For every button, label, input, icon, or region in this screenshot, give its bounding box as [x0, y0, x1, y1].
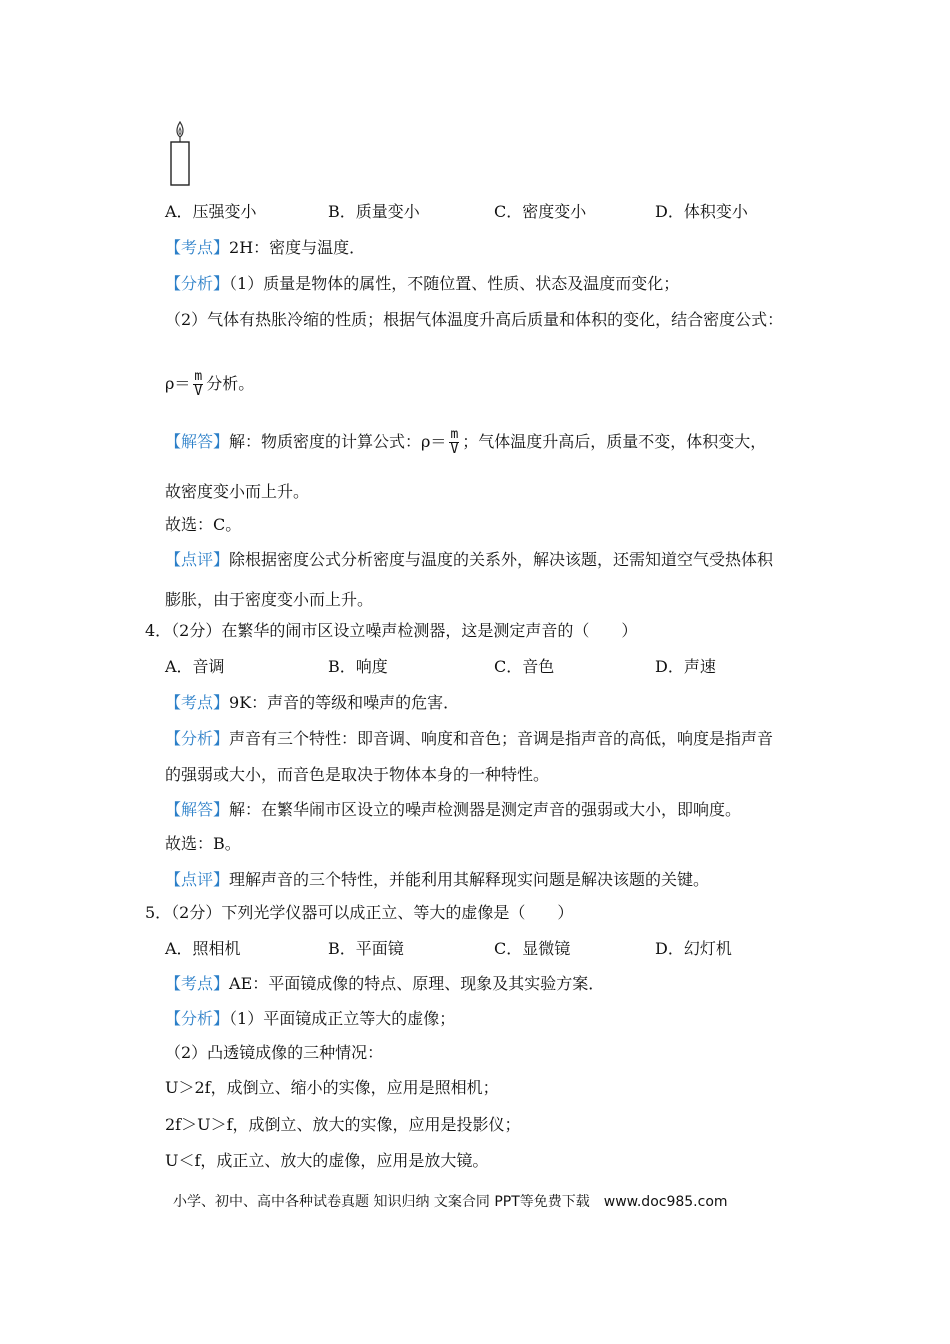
q4-kaodian — [165, 693, 459, 713]
q4-fenxi-text-1: 声音有三个特性：即音调、响度和音色；音调是指声音的高低，响度是指声音 — [229, 729, 774, 748]
q4-dianping-text: 理解声音的三个特性，并能利用其解释现实问题是解决该题的关键。 — [229, 870, 710, 889]
q4-answer: 故选：B。 — [165, 834, 241, 853]
q5-option-d: D．幻灯机 — [655, 939, 732, 958]
q4-jieda — [165, 800, 741, 820]
q4-kaodian-text: 9K：声音的等级和噪声的危害． — [229, 693, 460, 712]
kaodian-tag: 【考点】 — [165, 693, 230, 712]
q5-line-1: U＞2f，成倒立、缩小的实像，应用是照相机； — [165, 1078, 499, 1097]
q3-jieda-1 — [165, 428, 766, 457]
kaodian-tag: 【考点】 — [165, 238, 230, 257]
rho-symbol: ρ＝ — [165, 374, 191, 393]
q4-stem: 4．（2分）在繁华的闹市区设立噪声检测器，这是测定声音的（ ） — [145, 621, 638, 640]
q4-jieda-text: 解：在繁华闹市区设立的噪声检测器是测定声音的强弱或大小，即响度。 — [229, 800, 742, 819]
fenxi-tag: 【分析】 — [165, 1009, 230, 1028]
q4-option-b: B．响度 — [328, 657, 388, 676]
q4-option-c: C．音色 — [494, 657, 555, 676]
density-fraction — [193, 370, 203, 399]
jieda-tag: 【解答】 — [165, 800, 230, 819]
q4-fenxi-1 — [165, 729, 773, 749]
q3-fenxi-tail: 分析。 — [206, 374, 255, 393]
q3-jieda-head: 解：物质密度的计算公式：ρ＝ — [229, 432, 447, 451]
q3-jieda-2: 故密度变小而上升。 — [165, 482, 310, 501]
q3-answer: 故选：C。 — [165, 515, 242, 534]
candle-figure — [168, 118, 194, 188]
q5-fenxi-2: （2）凸透镜成像的三种情况： — [165, 1043, 384, 1062]
fraction-numerator-2: m — [450, 427, 459, 442]
q3-fenxi-2: （2）气体有热胀冷缩的性质；根据气体温度升高后质量和体积的变化，结合密度公式： — [165, 310, 784, 329]
q3-fenxi-3 — [165, 370, 254, 399]
q5-stem: 5．（2分）下列光学仪器可以成正立、等大的虚像是（ ） — [145, 903, 574, 922]
fenxi-tag: 【分析】 — [165, 729, 230, 748]
q4-fenxi-2: 的强弱或大小，而音色是取决于物体本身的一种特性。 — [165, 765, 550, 784]
fraction-denominator-2: V — [450, 442, 459, 457]
q4-option-d: D．声速 — [655, 657, 716, 676]
q4-dianping — [165, 870, 709, 890]
q3-fenxi-1 — [165, 274, 679, 294]
q3-option-d: D．体积变小 — [655, 202, 748, 221]
dianping-tag: 【点评】 — [165, 550, 230, 569]
density-fraction-2 — [449, 428, 459, 457]
q5-line-2: 2f＞U＞f，成倒立、放大的实像，应用是投影仪； — [165, 1115, 521, 1134]
q5-option-b: B．平面镜 — [328, 939, 404, 958]
q3-jieda-tail: ；气体温度升高后，质量不变，体积变大， — [462, 432, 767, 451]
q5-option-a: A．照相机 — [165, 939, 241, 958]
q3-option-a: A．压强变小 — [165, 202, 257, 221]
q4-option-a: A．音调 — [165, 657, 225, 676]
fraction-denominator: V — [194, 384, 203, 399]
q3-option-c: C．密度变小 — [494, 202, 587, 221]
q5-option-c: C．显微镜 — [494, 939, 571, 958]
page-footer: 小学、初中、高中各种试卷真题 知识归纳 文案合同 PPT等免费下载 www.doc985.com — [173, 1194, 728, 1210]
q5-fenxi-text-1: （1）平面镜成正立等大的虚像； — [229, 1009, 456, 1028]
q3-dianping-2: 膨胀，由于密度变小而上升。 — [165, 590, 374, 609]
kaodian-tag: 【考点】 — [165, 974, 230, 993]
q3-kaodian — [165, 238, 365, 258]
q5-fenxi-1 — [165, 1009, 455, 1029]
q3-kaodian-text: 2H：密度与温度． — [229, 238, 366, 257]
q5-line-3: U＜f，成正立、放大的虚像，应用是放大镜。 — [165, 1151, 489, 1170]
q5-kaodian-text: AE：平面镜成像的特点、原理、现象及其实验方案． — [229, 974, 605, 993]
q3-dianping-1 — [165, 550, 773, 570]
q3-fenxi-text-1: （1）质量是物体的属性，不随位置、性质、状态及温度而变化； — [229, 274, 680, 293]
jieda-tag: 【解答】 — [165, 432, 230, 451]
fraction-numerator: m — [194, 369, 203, 384]
q5-kaodian — [165, 974, 604, 994]
q3-option-b: B．质量变小 — [328, 202, 420, 221]
q3-dianping-text-1: 除根据密度公式分析密度与温度的关系外，解决该题，还需知道空气受热体积 — [229, 550, 774, 569]
fenxi-tag: 【分析】 — [165, 274, 230, 293]
dianping-tag: 【点评】 — [165, 870, 230, 889]
